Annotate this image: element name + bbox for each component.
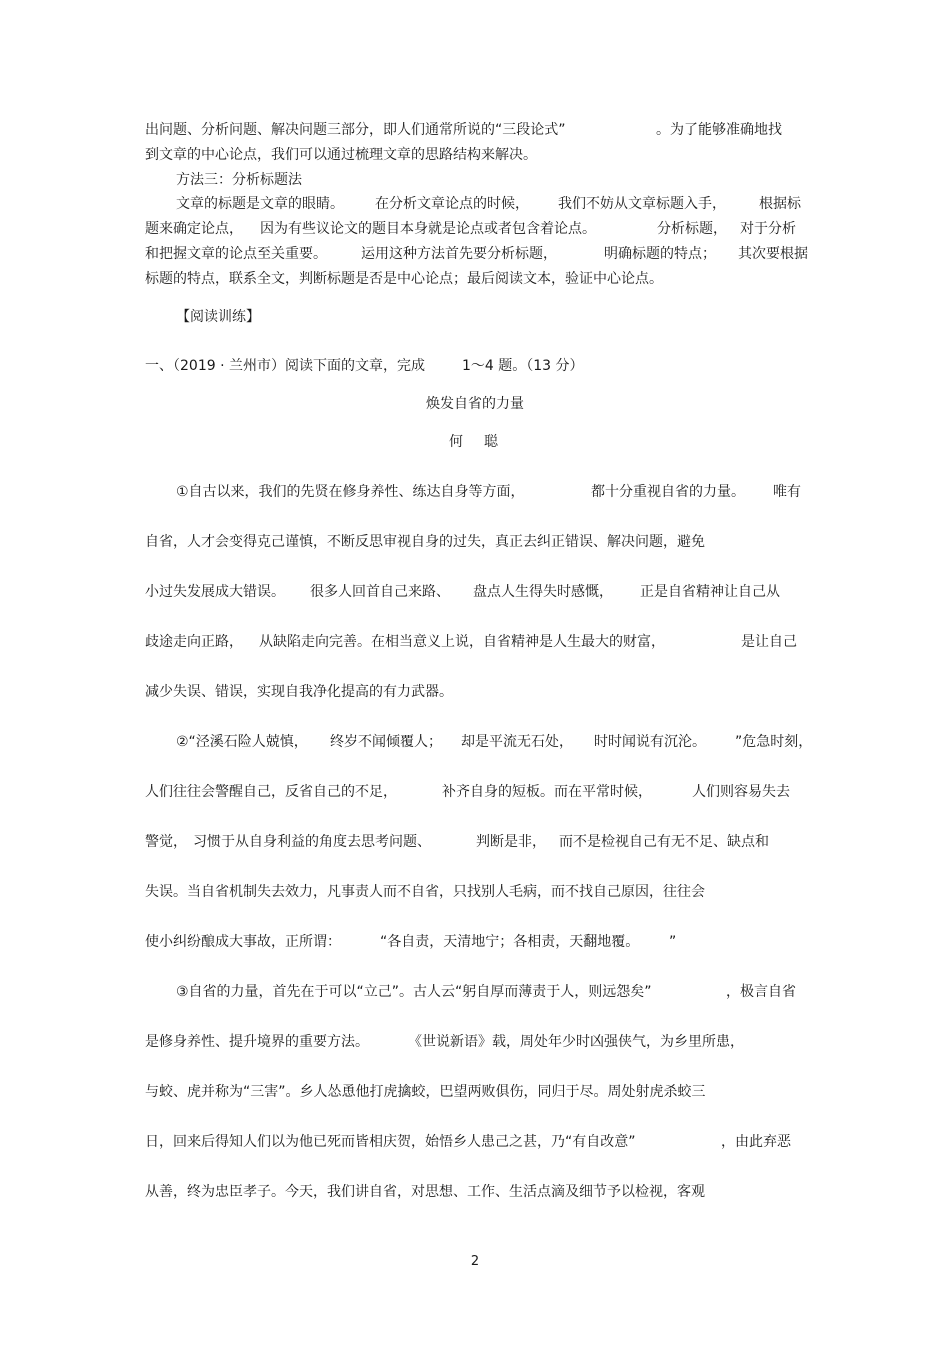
text-segment: 歧途走向正路， bbox=[145, 634, 243, 650]
text-segment: 使小纠纷酿成大事故，正所谓： bbox=[145, 934, 341, 950]
page-number: 2 bbox=[470, 1254, 480, 1269]
text-segment: 明确标题的特点； bbox=[604, 246, 716, 262]
text-segment: “各自责，天清地宁；各相责，天翻地覆。 bbox=[380, 934, 640, 950]
text-segment: ，由此弃恶 bbox=[721, 1134, 791, 1150]
article-title: 焕发自省的力量 bbox=[426, 396, 524, 412]
author-char: 何 bbox=[449, 434, 463, 450]
text-segment: 日，回来后得知人们以为他已死而皆相庆贺，始悟乡人患己之甚，乃“有自改意” bbox=[145, 1134, 636, 1150]
text-segment: 时时闻说有沉沦。 bbox=[594, 734, 706, 750]
author-char: 聪 bbox=[484, 434, 498, 450]
text-segment: 从缺陷走向完善。在相当意义上说，自省精神是人生最大的财富， bbox=[259, 634, 665, 650]
text-segment: 从善，终为忠臣孝子。今天，我们讲自省，对思想、工作、生活点滴及细节予以检视，客观 bbox=[145, 1184, 705, 1200]
text-segment: 和把握文章的论点至关重要。 bbox=[145, 246, 327, 262]
text-segment: 很多人回首自己来路、 bbox=[310, 584, 450, 600]
text-segment: 与蛟、虎并称为“三害”。乡人怂恿他打虎擒蛟，巴望两败俱伤，同归于尽。周处射虎杀蛟三 bbox=[145, 1084, 706, 1100]
text-segment: 。为了能够准确地找 bbox=[656, 122, 782, 138]
text-segment: 分析标题， bbox=[657, 221, 727, 237]
text-segment: 而不是检视自己有无不足、缺点和 bbox=[559, 834, 769, 850]
text-segment: 出问题、分析问题、解决问题三部分，即人们通常所说的“三段论式” bbox=[145, 122, 566, 138]
text-segment: 我们不妨从文章标题入手， bbox=[558, 196, 726, 212]
text-segment: 唯有 bbox=[773, 484, 801, 500]
text-segment: 是让自己 bbox=[741, 634, 797, 650]
text-segment: 到文章的中心论点，我们可以通过梳理文章的思路结构来解决。 bbox=[145, 147, 537, 163]
text-segment: 方法三：分析标题法 bbox=[176, 172, 302, 188]
text-segment: 根据标 bbox=[759, 196, 801, 212]
text-segment: ②“泾溪石险人兢慎， bbox=[176, 734, 308, 750]
text-segment: 运用这种方法首先要分析标题， bbox=[361, 246, 557, 262]
text-segment: ，极言自省 bbox=[726, 984, 796, 1000]
text-segment: 盘点人生得失时感慨， bbox=[473, 584, 613, 600]
text-segment: 自省，人才会变得克己谨慎，不断反思审视自身的过失，真正去纠正错误、解决问题，避免 bbox=[145, 534, 705, 550]
text-segment: 一、（2019 · 兰州市）阅读下面的文章，完成 bbox=[145, 358, 425, 374]
text-segment: 终岁不闻倾覆人； bbox=[330, 734, 442, 750]
text-segment: 是修身养性、提升境界的重要方法。 bbox=[145, 1034, 369, 1050]
text-segment: 都十分重视自省的力量。 bbox=[591, 484, 745, 500]
text-segment: 文章的标题是文章的眼睛。 bbox=[176, 196, 344, 212]
text-segment: 1～4 题。（13 分） bbox=[462, 358, 584, 374]
text-segment: 对于分析 bbox=[740, 221, 796, 237]
text-segment: 人们往往会警醒自己，反省自己的不足， bbox=[145, 784, 397, 800]
text-segment: ”危急时刻， bbox=[735, 734, 813, 750]
text-segment: 《世说新语》载，周处年少时凶强侠气，为乡里所患， bbox=[408, 1034, 744, 1050]
text-segment: ” bbox=[669, 934, 677, 950]
text-segment: 却是平流无石处， bbox=[461, 734, 573, 750]
text-segment: 标题的特点，联系全文，判断标题是否是中心论点；最后阅读文本，验证中心论点。 bbox=[145, 271, 663, 287]
text-segment: ③自省的力量，首先在于可以“立己”。古人云“躬自厚而薄责于人，则远怨矣” bbox=[176, 984, 652, 1000]
text-segment: 因为有些议论文的题目本身就是论点或者包含着论点。 bbox=[260, 221, 596, 237]
text-segment: ①自古以来，我们的先贤在修身养性、练达自身等方面， bbox=[176, 484, 525, 500]
text-segment: 其次要根据 bbox=[738, 246, 808, 262]
text-segment: 警觉， bbox=[145, 834, 187, 850]
text-segment: 减少失误、错误，实现自我净化提高的有力武器。 bbox=[145, 684, 453, 700]
text-segment: 判断是非， bbox=[476, 834, 546, 850]
text-segment: 小过失发展成大错误。 bbox=[145, 584, 285, 600]
text-segment: 正是自省精神让自己从 bbox=[640, 584, 780, 600]
text-segment: 【阅读训练】 bbox=[176, 309, 260, 325]
text-segment: 习惯于从自身利益的角度去思考问题、 bbox=[193, 834, 431, 850]
text-segment: 在分析文章论点的时候， bbox=[375, 196, 529, 212]
text-segment: 题来确定论点， bbox=[145, 221, 243, 237]
text-segment: 补齐自身的短板。而在平常时候， bbox=[442, 784, 652, 800]
text-segment: 失误。当自省机制失去效力，凡事责人而不自省，只找别人毛病，而不找自己原因，往往会 bbox=[145, 884, 705, 900]
text-segment: 人们则容易失去 bbox=[692, 784, 790, 800]
